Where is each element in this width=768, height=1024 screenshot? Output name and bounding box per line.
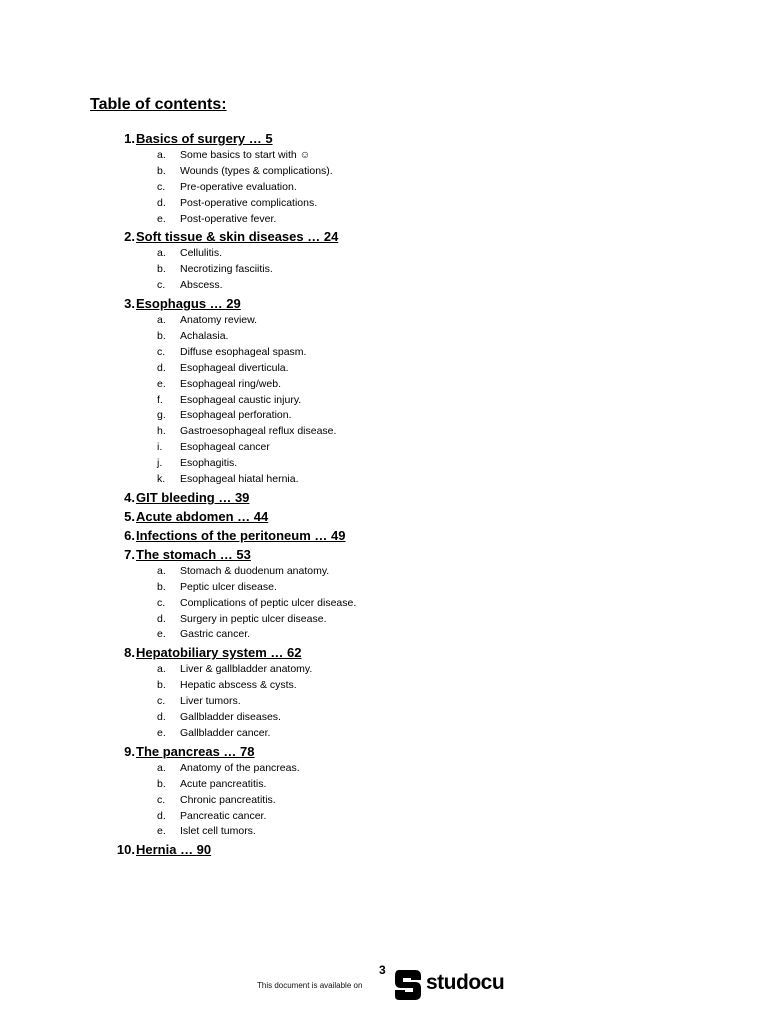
subitem-letter: a. bbox=[157, 564, 166, 577]
subitem-letter: d. bbox=[157, 612, 166, 625]
toc-sublist bbox=[100, 148, 660, 227]
subitem-letter: c. bbox=[157, 793, 166, 806]
subitem-letter: i. bbox=[157, 441, 163, 454]
subitem-letter: b. bbox=[157, 679, 166, 692]
toc-chapter-row bbox=[100, 129, 660, 148]
chapter-number: 9. bbox=[124, 743, 135, 759]
subitem-letter: b. bbox=[157, 263, 166, 276]
chapter-title-link[interactable]: Infections of the peritoneum … 49 bbox=[136, 527, 346, 543]
subitem-text: Esophageal diverticula. bbox=[180, 361, 289, 374]
toc-sublist bbox=[100, 564, 660, 643]
subitem-text: Chronic pancreatitis. bbox=[180, 793, 276, 806]
toc-subitem bbox=[100, 196, 660, 212]
subitem-letter: j. bbox=[157, 457, 163, 470]
toc-subitem bbox=[100, 329, 660, 345]
toc-chapter bbox=[100, 526, 660, 545]
toc-subitem bbox=[100, 596, 660, 612]
subitem-text: Liver tumors. bbox=[180, 695, 241, 708]
subitem-text: Esophageal hiatal hernia. bbox=[180, 473, 299, 486]
subitem-letter: e. bbox=[157, 726, 166, 739]
toc-chapter bbox=[100, 545, 660, 643]
chapter-title-link[interactable]: The stomach … 53 bbox=[136, 546, 251, 562]
subitem-text: Achalasia. bbox=[180, 330, 229, 343]
subitem-text: Abscess. bbox=[180, 279, 223, 292]
toc-chapter-row bbox=[100, 227, 660, 246]
toc-subitem bbox=[100, 408, 660, 424]
chapter-number: 1. bbox=[124, 131, 135, 146]
toc-list bbox=[100, 129, 660, 859]
toc-subitem bbox=[100, 164, 660, 180]
footer-note[interactable]: This document is available on bbox=[257, 981, 363, 990]
subitem-text: Islet cell tumors. bbox=[180, 825, 256, 838]
subitem-letter: d. bbox=[157, 196, 166, 209]
toc-subitem bbox=[100, 678, 660, 694]
subitem-text: Necrotizing fasciitis. bbox=[180, 263, 273, 276]
toc-chapter-row bbox=[100, 526, 660, 545]
subitem-letter: b. bbox=[157, 580, 166, 593]
subitem-text: Esophageal caustic injury. bbox=[180, 393, 302, 406]
toc-chapter bbox=[100, 507, 660, 526]
subitem-text: Acute pancreatitis. bbox=[180, 777, 267, 790]
subitem-text: Wounds (types & complications). bbox=[180, 164, 333, 177]
subitem-letter: e. bbox=[157, 377, 166, 390]
subitem-letter: k. bbox=[157, 473, 166, 486]
toc-subitem bbox=[100, 246, 660, 262]
subitem-letter: a. bbox=[157, 663, 166, 676]
subitem-letter: c. bbox=[157, 279, 166, 292]
toc-subitem bbox=[100, 793, 660, 809]
subitem-text: Cellulitis. bbox=[180, 247, 223, 260]
chapter-number: 3. bbox=[124, 296, 135, 312]
chapter-number: 2. bbox=[124, 229, 135, 245]
toc-subitem bbox=[100, 345, 660, 361]
subitem-text: Esophageal cancer bbox=[180, 441, 270, 454]
subitem-letter: e. bbox=[157, 825, 166, 838]
chapter-title-link[interactable]: GIT bleeding … 39 bbox=[136, 489, 250, 505]
chapter-number: 8. bbox=[124, 645, 135, 661]
toc-subitem bbox=[100, 662, 660, 678]
subitem-letter: h. bbox=[157, 425, 166, 438]
chapter-number: 4. bbox=[124, 489, 135, 505]
chapter-number: 10. bbox=[116, 842, 135, 858]
toc-chapter bbox=[100, 488, 660, 507]
toc-subitem bbox=[100, 580, 660, 596]
subitem-text: Gallbladder cancer. bbox=[180, 726, 271, 739]
toc-chapter-row bbox=[100, 545, 660, 564]
toc-subitem bbox=[100, 278, 660, 294]
toc-subitem bbox=[100, 761, 660, 777]
toc-subitem bbox=[100, 809, 660, 825]
subitem-letter: b. bbox=[157, 330, 166, 343]
subitem-letter: a. bbox=[157, 149, 166, 161]
toc-subitem bbox=[100, 212, 660, 228]
subitem-text: Surgery in peptic ulcer disease. bbox=[180, 612, 327, 625]
toc-subitem bbox=[100, 472, 660, 488]
subitem-text: Esophageal perforation. bbox=[180, 409, 292, 422]
toc-subitem bbox=[100, 456, 660, 472]
toc-sublist bbox=[100, 246, 660, 294]
toc-subitem bbox=[100, 377, 660, 393]
subitem-text: Anatomy of the pancreas. bbox=[180, 761, 300, 774]
toc-chapter bbox=[100, 840, 660, 859]
studocu-logo-icon[interactable] bbox=[393, 968, 423, 1002]
toc-subitem bbox=[100, 694, 660, 710]
chapter-number: 5. bbox=[124, 508, 135, 524]
subitem-text: Esophageal ring/web. bbox=[180, 377, 281, 390]
toc-chapter-row bbox=[100, 488, 660, 507]
toc-chapter bbox=[100, 742, 660, 840]
subitem-text: Anatomy review. bbox=[180, 314, 258, 327]
subitem-text: Liver & gallbladder anatomy. bbox=[180, 663, 313, 676]
subitem-letter: d. bbox=[157, 809, 166, 822]
subitem-text: Pre-operative evaluation. bbox=[180, 180, 297, 193]
subitem-letter: e. bbox=[157, 628, 166, 641]
chapter-number: 7. bbox=[124, 546, 135, 562]
toc-sublist bbox=[100, 662, 660, 741]
toc-sublist bbox=[100, 761, 660, 840]
subitem-letter: b. bbox=[157, 164, 166, 177]
subitem-text: Hepatic abscess & cysts. bbox=[180, 679, 297, 692]
toc-subitem bbox=[100, 361, 660, 377]
toc-chapter bbox=[100, 643, 660, 741]
subitem-letter: e. bbox=[157, 212, 166, 225]
subitem-letter: d. bbox=[157, 711, 166, 724]
toc-subitem bbox=[100, 313, 660, 329]
toc-subitem bbox=[100, 148, 660, 164]
toc-subitem bbox=[100, 262, 660, 278]
subitem-letter: d. bbox=[157, 361, 166, 374]
subitem-letter: a. bbox=[157, 247, 166, 260]
page-number: 3 bbox=[379, 963, 386, 977]
toc-subitem bbox=[100, 612, 660, 628]
studocu-brand-text[interactable]: studocu bbox=[426, 971, 505, 994]
chapter-title-link[interactable]: Hernia … 90 bbox=[136, 842, 212, 858]
toc-subitem bbox=[100, 393, 660, 409]
toc-subitem bbox=[100, 440, 660, 456]
subitem-text: Some basics to start with ☺ bbox=[180, 149, 311, 161]
toc-subitem bbox=[100, 710, 660, 726]
subitem-text: Diffuse esophageal spasm. bbox=[180, 345, 307, 358]
toc-subitem bbox=[100, 564, 660, 580]
subitem-text: Post-operative complications. bbox=[180, 196, 318, 209]
toc-sublist bbox=[100, 313, 660, 488]
subitem-text: Gastroesophageal reflux disease. bbox=[180, 425, 337, 438]
chapter-title-link[interactable]: Hepatobiliary system … 62 bbox=[136, 645, 302, 661]
chapter-title-link[interactable]: Soft tissue & skin diseases … 24 bbox=[136, 229, 339, 245]
subitem-letter: c. bbox=[157, 180, 166, 193]
chapter-title-link[interactable]: The pancreas … 78 bbox=[136, 743, 255, 759]
toc-chapter bbox=[100, 227, 660, 294]
chapter-title-link[interactable]: Esophagus … 29 bbox=[136, 296, 241, 312]
subitem-letter: a. bbox=[157, 761, 166, 774]
toc-chapter-row bbox=[100, 294, 660, 313]
toc-title: Table of contents: bbox=[90, 96, 227, 113]
subitem-text: Gallbladder diseases. bbox=[180, 711, 281, 724]
chapter-number: 6. bbox=[124, 527, 135, 543]
toc-subitem bbox=[100, 424, 660, 440]
subitem-letter: b. bbox=[157, 777, 166, 790]
subitem-letter: f. bbox=[157, 393, 163, 406]
toc-subitem bbox=[100, 777, 660, 793]
subitem-text: Pancreatic cancer. bbox=[180, 809, 267, 822]
subitem-letter: g. bbox=[157, 409, 166, 422]
chapter-title-link[interactable]: Acute abdomen … 44 bbox=[136, 508, 269, 524]
toc-chapter bbox=[100, 129, 660, 227]
subitem-text: Gastric cancer. bbox=[180, 628, 251, 641]
toc-chapter-row bbox=[100, 507, 660, 526]
subitem-text: Peptic ulcer disease. bbox=[180, 580, 277, 593]
toc-subitem bbox=[100, 726, 660, 742]
toc-subitem bbox=[100, 180, 660, 196]
subitem-letter: a. bbox=[157, 314, 166, 327]
subitem-letter: c. bbox=[157, 345, 166, 358]
subitem-letter: c. bbox=[157, 596, 166, 609]
chapter-title-link[interactable]: Basics of surgery … 5 bbox=[136, 131, 273, 146]
toc-chapter-row bbox=[100, 742, 660, 761]
subitem-text: Post-operative fever. bbox=[180, 212, 277, 225]
subitem-text: Complications of peptic ulcer disease. bbox=[180, 596, 357, 609]
subitem-text: Stomach & duodenum anatomy. bbox=[180, 564, 330, 577]
toc-chapter-row bbox=[100, 840, 660, 859]
subitem-letter: c. bbox=[157, 695, 166, 708]
toc-subitem bbox=[100, 627, 660, 643]
toc-subitem bbox=[100, 824, 660, 840]
toc-chapter-row bbox=[100, 643, 660, 662]
toc-chapter bbox=[100, 294, 660, 488]
subitem-text: Esophagitis. bbox=[180, 457, 238, 470]
